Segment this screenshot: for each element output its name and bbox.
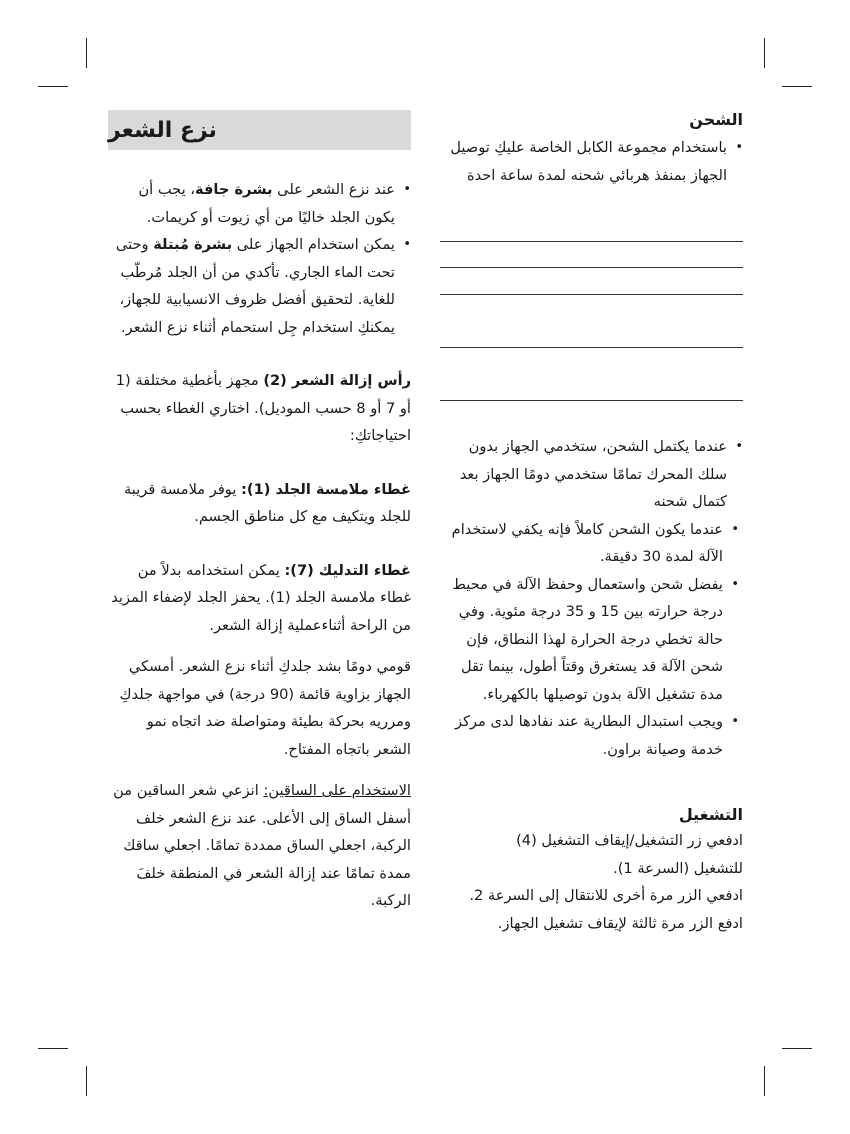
operation-line: ادفعي زر التشغيل/إيقاف التشغيل (4): [516, 832, 743, 849]
crop-mark-top-right-h: [782, 86, 812, 87]
epilation-head-paragraph: [108, 367, 411, 450]
skin-contact-cap-bold: غطاء ملامسة الجلد (1):: [241, 480, 411, 498]
massage-cap-text: يمكن استخدامه بدلاً من غطاء ملامسة الجلد (1). يحفز الجلد لإضفاء المزيد من الراحة أثناءعملية إزالة الشعر.: [111, 561, 411, 634]
charging-bullet: • عندما يكون الشحن كاملاً فإنه يكفي لاستخدام الآلة لمدة 30 دقيقة.: [440, 516, 739, 571]
dry-skin-text-a: عند نزع الشعر على: [272, 181, 395, 198]
blank-line-1: [440, 241, 743, 242]
crop-mark-top-left-h: [38, 86, 68, 87]
dry-skin-bullet: [108, 176, 411, 231]
technique-paragraph: قومي دومًا بشد جلدكِ أثناء نزع الشعر. أمسكي الجهاز بزاوية قائمة (90 درجة) في مواجهة جلدكِ ومرريه بحركة بطيئة ومتواصلة ضد اتجاه نمو الشعر باتجاه المفتاح.: [119, 658, 411, 758]
crop-mark-top-right: [764, 38, 765, 68]
legs-paragraph: [108, 777, 411, 915]
operation-heading: التشغيل: [678, 805, 743, 824]
legs-text: انزعي شعر الساقين من أسفل الساق إلى الأعلى. عند نزع الشعر خلف الركبة، اجعلي الساق ممددة تمامًا. اجعلي ساقك ممدة تمامًا عند إزالة الشعر في المنطقة خلفَ الركبة.: [113, 782, 411, 909]
charging-intro-list: [440, 134, 743, 189]
skin-contact-cap-text: يوفر ملامسة قريبة للجلد ويتكيف مع كل مناطق الجسم.: [123, 480, 411, 525]
charging-bullet: • عندما يكتمل الشحن، ستخدمي الجهاز بدون سلك المحرك تمامًا ستخدمي دومًا الجهاز بعد كتمال شحنه: [440, 433, 743, 516]
wet-skin-text-b: وحتى تحت الماء الجاري. تأكدي من أن الجلد مُرطّب للغاية. لتحقيق أفضل ظروف الانسيابية للجهاز، يمكنكِ استخدام جِل استحمام أثناء نزع الشعر.: [115, 236, 395, 336]
crop-mark-bottom-left-h: [38, 1048, 68, 1049]
blank-line-2: [440, 267, 743, 268]
crop-mark-bottom-right: [764, 1066, 765, 1096]
operation-line: ادفعي الزر مرة أخرى للانتقال إلى السرعة 2.: [469, 887, 743, 904]
epilation-title: نزع الشعر: [108, 117, 217, 143]
charging-bullet: • ويجب استبدال البطارية عند نفادها لدى مركز خدمة وصيانة براون.: [440, 708, 739, 763]
charging-heading: الشحن: [689, 110, 743, 129]
wet-skin-bold: بشرة مُبتلة: [153, 236, 233, 253]
dry-skin-text-b: ، يجب أن يكون الجلد خاليًا من أي زيوت أو كريمات.: [138, 181, 395, 226]
epilation-title-bar: [108, 110, 411, 150]
charging-bullet: • يفضل شحن واستعمال وحفظ الآلة في محيط درجة حرارته بين 15 و 35 درجة مئوية. وفي حالة تخطي درجة الحرارة لهذا النطاق، فإن شحن الآلة قد يستغرق وقتاً أطول، بينما تقل مدة تشغيل الآلة بدون توصيلها بالكهرباء.: [440, 571, 739, 709]
charging-column: [440, 108, 743, 937]
blank-line-4: [440, 347, 743, 348]
wet-skin-text-a: يمكن استخدام الجهاز على: [232, 236, 395, 253]
massage-cap-paragraph: [108, 557, 411, 640]
operation-line: ادفع الزر مرة ثالثة لإيقاف تشغيل الجهاز.: [497, 914, 743, 932]
charging-intro-item: • باستخدام مجموعة الكابل الخاصة عليكِ توصيل الجهاز بمنفذ هربائي شحنه لمدة ساعة احدة: [440, 134, 743, 189]
legs-underlined: الاستخدام على الساقين:: [263, 782, 411, 799]
crop-mark-bottom-right-h: [782, 1048, 812, 1049]
massage-cap-bold: غطاء التدليك (7):: [284, 561, 411, 579]
skin-contact-cap-paragraph: [108, 476, 411, 531]
wet-skin-bullet: [108, 231, 411, 341]
blank-line-5: [440, 400, 743, 401]
charging-bullets: [440, 433, 743, 763]
dry-skin-bold: بشرة جافة: [195, 181, 273, 198]
epilation-bullets: [108, 176, 411, 341]
operation-text: [432, 827, 743, 937]
epilation-head-text: مجهز بأغطية مختلفة (1 أو 7 أو 8 حسب الموديل). اختاري الغطاء بحسب احتياجاتكِ:: [115, 372, 411, 444]
blank-line-3: [440, 294, 743, 295]
blank-lines: [440, 189, 743, 419]
crop-mark-top-left: [86, 38, 87, 68]
epilation-head-bold: رأس إزالة الشعر (2): [263, 372, 411, 389]
epilation-column: [108, 110, 411, 915]
crop-mark-bottom-left: [86, 1066, 87, 1096]
operation-line: للتشغيل (السرعة 1).: [613, 859, 743, 877]
